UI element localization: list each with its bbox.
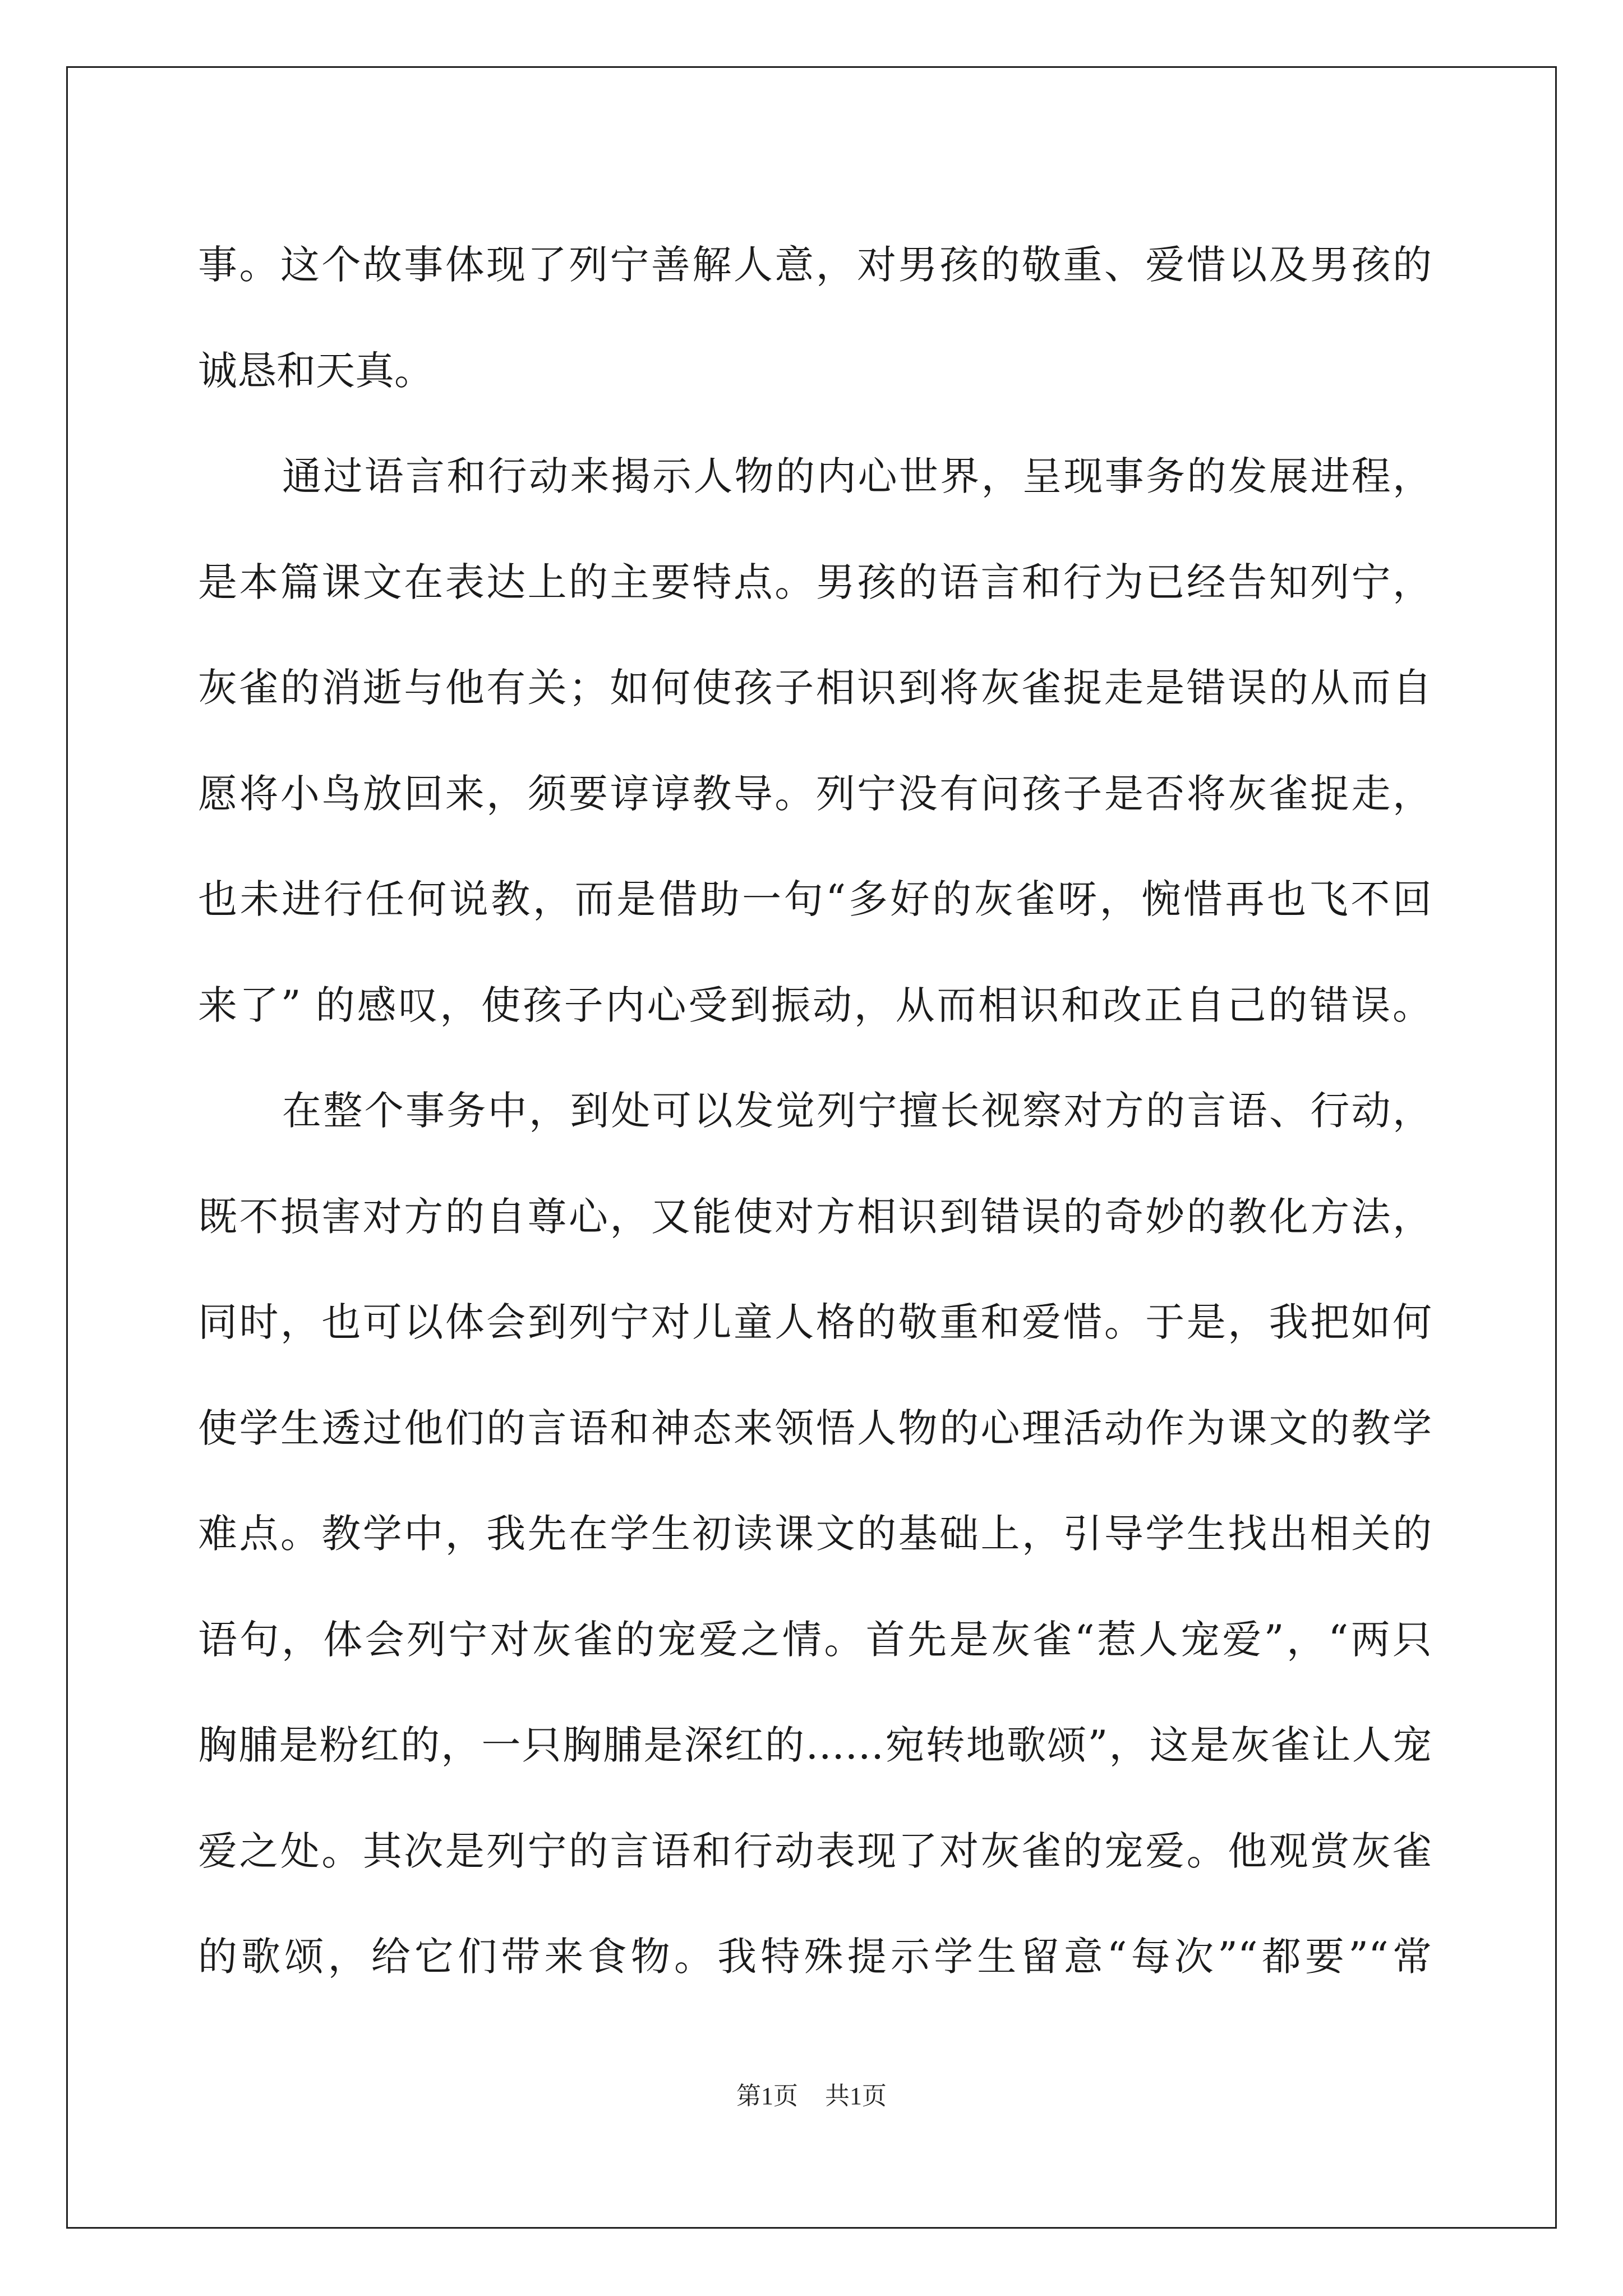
text-line: 是本篇课文在表达上的主要特点。男孩的语言和行为已经告知列宁， [198,559,1432,605]
text-line: 的歌颂，给它们带来食物。我特殊提示学生留意“每次”“都要”“常 [198,1934,1432,1980]
text-line: 难点。教学中，我先在学生初读课文的基础上，引导学生找出相关的 [198,1511,1432,1557]
text-line: 语句，体会列宁对灰雀的宠爱之情。首先是灰雀“惹人宠爱”，“两只 [198,1616,1432,1663]
text-line: 诚恳和天真。 [198,347,434,394]
text-line: 使学生透过他们的言语和神态来领悟人物的心理活动作为课文的教学 [198,1405,1432,1451]
text-line: 愿将小鸟放回来，须要谆谆教导。列宁没有问孩子是否将灰雀捉走， [198,770,1432,817]
text-line: 也未进行任何说教，而是借助一句“多好的灰雀呀，惋惜再也飞不回 [198,876,1432,922]
text-line: 灰雀的消逝与他有关；如何使孩子相识到将灰雀捉走是错误的从而自 [198,665,1432,711]
page-number: 第1页 [736,2082,798,2110]
paragraph-first-line: 通过语言和行动来揭示人物的内心世界，呈现事务的发展进程， [282,453,1432,499]
page-footer [0,2076,1623,2111]
text-line: 胸脯是粉红的，一只胸脯是深红的……宛转地歌颂”，这是灰雀让人宠 [198,1722,1432,1768]
text-line: 爱之处。其次是列宁的言语和行动表现了对灰雀的宠爱。他观赏灰雀 [198,1828,1432,1874]
document-body [198,212,1432,2010]
page-total: 共1页 [825,2082,887,2110]
text-line: 来了” 的感叹，使孩子内心受到振动，从而相识和改正自己的错误。 [198,982,1432,1028]
text-line: 既不损害对方的自尊心，又能使对方相识到错误的奇妙的教化方法， [198,1193,1432,1240]
text-line: 事。这个故事体现了列宁善解人意，对男孩的敬重、爱惜以及男孩的 [198,242,1432,288]
text-line: 同时，也可以体会到列宁对儿童人格的敬重和爱惜。于是，我把如何 [198,1299,1432,1345]
paragraph-first-line: 在整个事务中，到处可以发觉列宁擅长视察对方的言语、行动， [282,1088,1432,1134]
